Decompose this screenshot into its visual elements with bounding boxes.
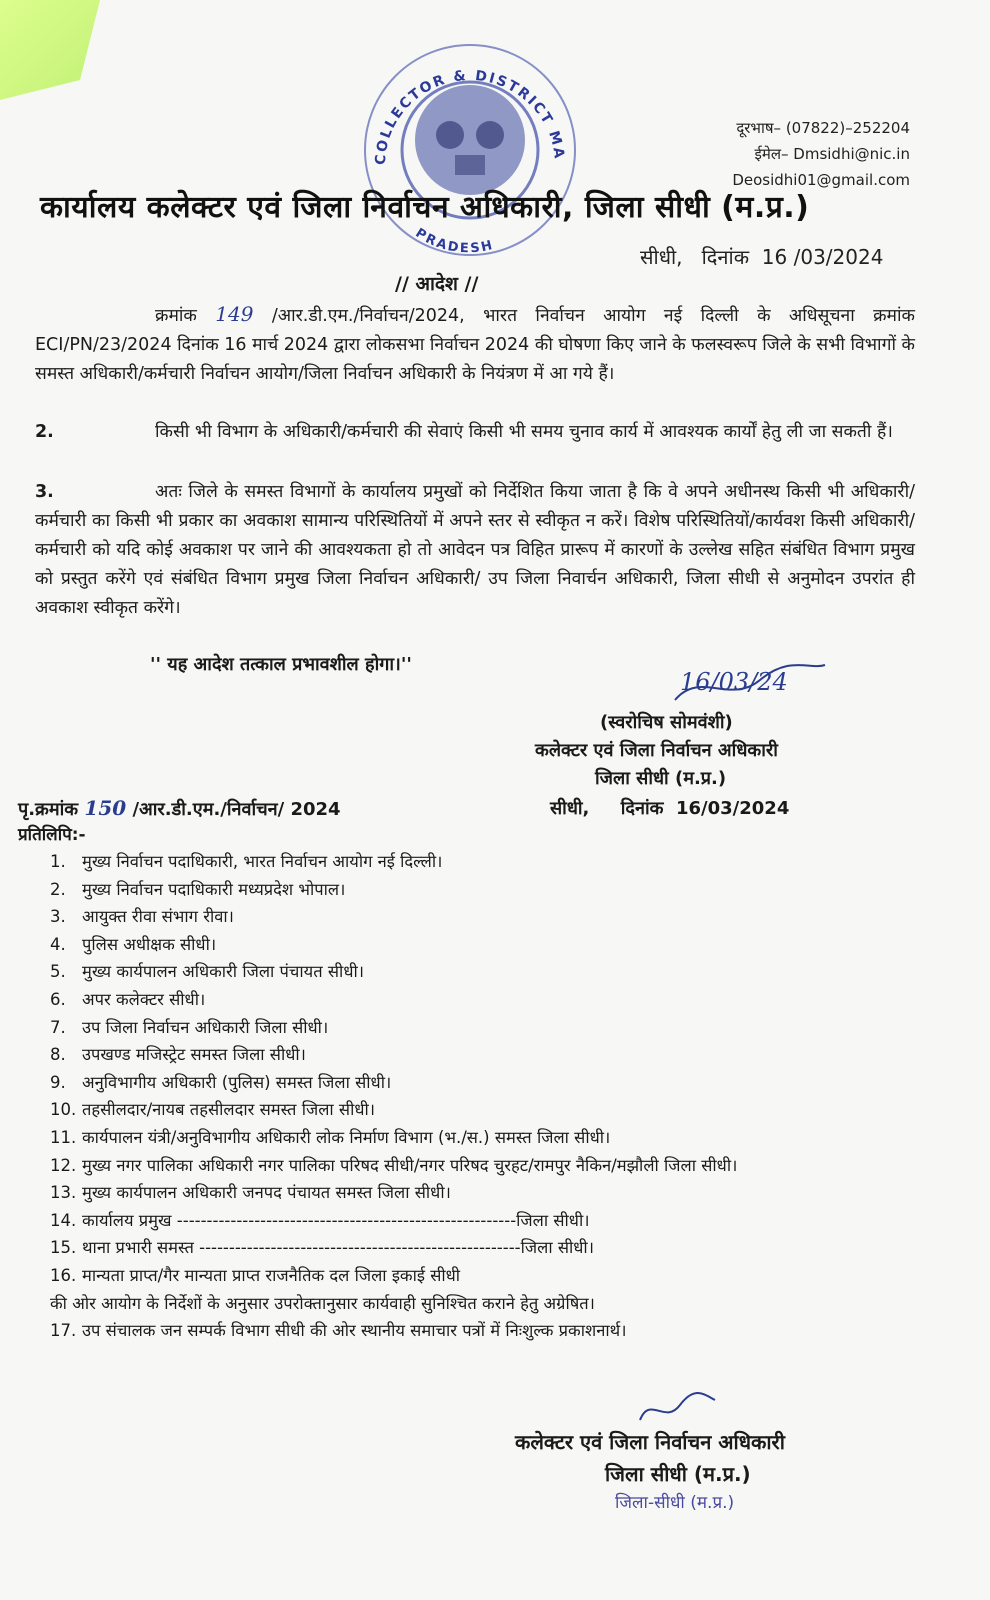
copy-label: प्रतिलिपि:-: [18, 825, 86, 845]
signatory-district: जिला सीधी (म.प्र.): [595, 768, 727, 789]
copy-item-number: 14.: [50, 1210, 77, 1230]
para-2-text: किसी भी विभाग के अधिकारी/कर्मचारी की सेवाएं किसी भी समय चुनाव कार्य में आवश्यक कार्यों हेतु ली जा सकती हैं।: [155, 422, 893, 442]
copy-item-number: 16.: [50, 1265, 77, 1285]
email-label: ईमेल–: [754, 145, 789, 163]
copy-item-number: 13.: [50, 1183, 77, 1203]
copy-item-number: 2.: [50, 879, 66, 899]
office-title: कार्यालय कलेक्टर एवं जिला निर्वाचन अधिकारी, जिला सीधी (म.प्र.): [40, 190, 810, 225]
copy-item-text: मुख्य निर्वाचन पदाधिकारी मध्यप्रदेश भोपाल।: [82, 879, 346, 899]
effect-statement: '' यह आदेश तत्काल प्रभावशील होगा।'': [150, 654, 412, 675]
signatory-designation: कलेक्टर एवं जिला निर्वाचन अधिकारी: [535, 740, 778, 761]
signature2-seal-text: जिला-सीधी (म.प्र.): [615, 1493, 735, 1513]
copy-list-item: [50, 1234, 950, 1262]
order-para-2: [35, 418, 915, 447]
copy-item-text: अनुविभागीय अधिकारी (पुलिस) समस्त जिला सीधी।: [82, 1072, 392, 1092]
copy-item-text: उपखण्ड मजिस्ट्रेट समस्त जिला सीधी।: [82, 1045, 306, 1065]
signature-stroke-icon: [670, 660, 830, 710]
copy-item-text: मुख्य कार्यपालन अधिकारी जिला पंचायत सीधी।: [82, 962, 364, 982]
copy-item-number: 10.: [50, 1100, 77, 1120]
copy-item-text: अपर कलेक्टर सीधी।: [82, 989, 206, 1009]
copy-list-item: [50, 903, 950, 931]
endorsement-ref-number: 150: [84, 796, 127, 820]
copy-list-item: [50, 1041, 950, 1069]
header-date-label: दिनांक: [701, 245, 750, 269]
copy-list-item: [50, 1317, 950, 1345]
contact-email: [754, 141, 910, 167]
copy-list-item: [50, 958, 950, 986]
copy-item-text: कार्यपालन यंत्री/अनुविभागीय अधिकारी लोक निर्माण विभाग (भ./स.) समस्त जिला सीधी।: [82, 1127, 611, 1147]
svg-text:PRADESH: [413, 226, 496, 257]
para-2-number: 2.: [35, 422, 54, 442]
copy-list-item: [50, 1096, 950, 1124]
handwritten-signature: 16/03/24: [680, 668, 788, 696]
order-para-1: [35, 300, 915, 389]
para-3-text: अतः जिले के समस्त विभागों के कार्यालय प्रमुखों को निर्देशित किया जाता है कि वे अपने अधीनस्थ किसी भी अधिकारी/कर्मचारी का किसी भी प्रकार का अवकाश सामान्य परिस्थितियों में अपने स्तर से स्वीकृत न करें। विशेष परिस्थितियों/कार्यवश किसी अधिकारी/कर्मचारी को यदि कोई अवकाश पर जाने की आवश्यकता हो तो आवेदन पत्र विहित प्रारूप में कारणों के उल्लेख सहित संबंधित विभाग प्रमुख को प्रस्तुत करेंगे एवं संबंधित विभाग प्रमुख जिला निर्वाचन अधिकारी/ उप जिला निवार्चन अधिकारी, जिला सीधी से अनुमोदन उपरांत ही अवकाश स्वीकृत करेंगे।: [35, 482, 915, 618]
copy-item-text: उप संचालक जन सम्पर्क विभाग सीधी की ओर स्थानीय समाचार पत्रों में निःशुल्क प्रकाशनार्थ।: [82, 1321, 627, 1341]
seal-text-bottom: PRADESH: [412, 225, 496, 257]
endorsement-ref-rest: /आर.डी.एम./निर्वाचन/ 2024: [132, 799, 341, 820]
copy-list-item: [50, 1262, 950, 1290]
email2-value: Deosidhi01@gmail.com: [732, 171, 910, 189]
copy-item-text: तहसीलदार/नायब तहसीलदार समस्त जिला सीधी।: [82, 1100, 376, 1120]
copy-list-item: [50, 848, 950, 876]
signature2-stroke-icon: [630, 1390, 720, 1430]
header-date-line: [640, 243, 883, 270]
copy-item-text: थाना प्रभारी समस्त ------------------------------------------------------जिला सीधी।: [82, 1238, 594, 1258]
copy-list-item: [50, 1207, 950, 1235]
copy-item-text: की ओर आयोग के निर्देशों के अनुसार उपरोक्तानुसार कार्यवाही सुनिश्चित कराने हेतु अग्रेषित।: [50, 1293, 595, 1313]
copy-list-item: [50, 1124, 950, 1152]
copy-item-number: 7.: [50, 1017, 66, 1037]
header-place: सीधी,: [640, 245, 683, 269]
copy-item-number: 3.: [50, 907, 66, 927]
copy-item-number: 6.: [50, 989, 66, 1009]
signature2-district: जिला सीधी (म.प्र.): [605, 1462, 751, 1486]
contact-phone: [736, 115, 910, 141]
order-para-1-text: /आर.डी.एम./निर्वाचन/2024, भारत निर्वाचन आयोग नई दिल्ली के अधिसूचना क्रमांक ECI/PN/23/2024 दिनांक 16 मार्च 2024 द्वारा लोकसभा निर्वाचन 2024 की घोषणा किए जाने के फलस्वरूप जिले के सभी विभागों के समस्त अधिकारी/कर्मचारी निर्वाचन आयोग/जिला निर्वाचन अधिकारी के नियंत्रण में आ गये हैं।: [35, 306, 915, 384]
copy-item-number: 17.: [50, 1321, 77, 1341]
endorsement-ref: [18, 796, 341, 821]
email-value: Dmsidhi@nic.in: [793, 145, 910, 163]
order-para-3: [35, 478, 915, 623]
copy-item-text: मुख्य नगर पालिका अधिकारी नगर पालिका परिषद सीधी/नगर परिषद चुरहट/रामपुर नैकिन/मझौली जिला सीधी।: [82, 1155, 738, 1175]
copy-item-text: पुलिस अधीक्षक सीधी।: [82, 934, 217, 954]
copy-list-item: [50, 876, 950, 904]
endorsement-date-line: [550, 796, 789, 820]
copy-item-text: मुख्य कार्यपालन अधिकारी जनपद पंचायत समस्त जिला सीधी।: [82, 1183, 451, 1203]
endorsement-ref-prefix: पृ.क्रमांक: [18, 799, 79, 820]
endorsement-date-label: दिनांक: [620, 798, 664, 819]
copy-list-item: [50, 931, 950, 959]
copy-item-number: 11.: [50, 1127, 77, 1147]
signatory-name: (स्वरोचिष सोमवंशी): [600, 712, 733, 733]
copy-item-number: 4.: [50, 934, 66, 954]
seal-text-top: COLLECTOR & DISTRICT MA: [372, 67, 568, 166]
copy-item-number: 12.: [50, 1155, 77, 1175]
copy-list-item: [50, 1069, 950, 1097]
copy-list: [50, 848, 950, 1345]
phone-label: दूरभाष–: [736, 119, 782, 137]
copy-list-item: [50, 1290, 950, 1318]
para-3-number: 3.: [35, 482, 54, 502]
signature2-designation: कलेक्टर एवं जिला निर्वाचन अधिकारी: [515, 1430, 785, 1454]
copy-item-number: 1.: [50, 852, 66, 871]
collector-seal: [355, 35, 585, 265]
copy-list-item: [50, 986, 950, 1014]
endorsement-date: 16/03/2024: [676, 798, 790, 819]
order-heading: // आदेश //: [395, 273, 479, 295]
copy-item-text: उप जिला निर्वाचन अधिकारी जिला सीधी।: [82, 1017, 329, 1037]
copy-item-text: आयुक्त रीवा संभाग रीवा।: [82, 907, 234, 927]
copy-item-number: 9.: [50, 1072, 66, 1092]
phone-value: (07822)–252204: [785, 119, 910, 137]
header-date: 16 /03/2024: [761, 245, 884, 269]
copy-list-item: [50, 1179, 950, 1207]
endorsement-place: सीधी,: [550, 798, 590, 819]
order-ref-prefix: क्रमांक: [155, 306, 197, 326]
copy-item-text: मुख्य निर्वाचन पदाधिकारी, भारत निर्वाचन आयोग नई दिल्ली।: [82, 852, 443, 871]
sticky-note-corner: [0, 0, 100, 100]
copy-item-number: 15.: [50, 1238, 77, 1258]
copy-item-number: 5.: [50, 962, 66, 982]
copy-item-text: कार्यालय प्रमुख ---------------------------------------------------------जिला सीधी।: [82, 1210, 590, 1230]
copy-item-text: मान्यता प्राप्त/गैर मान्यता प्राप्त राजनैतिक दल जिला इकाई सीधी: [82, 1265, 461, 1285]
copy-list-item: [50, 1152, 950, 1180]
order-ref-number: 149: [215, 302, 254, 326]
copy-list-item: [50, 1014, 950, 1042]
copy-item-number: 8.: [50, 1045, 66, 1065]
